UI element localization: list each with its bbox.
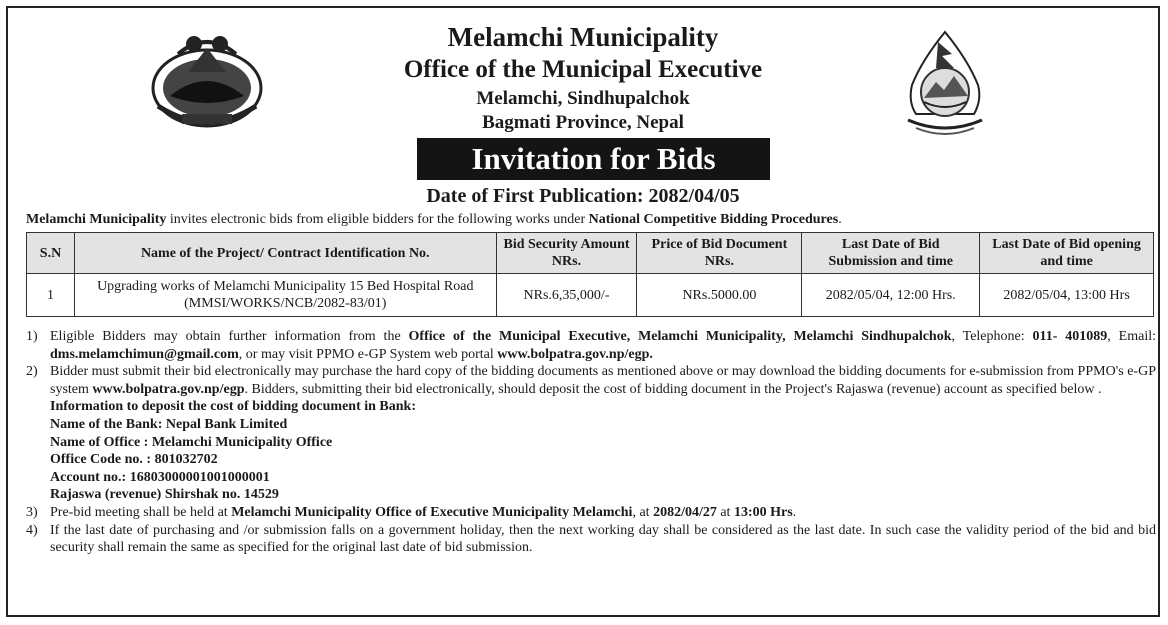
note-text: , Email: <box>1107 329 1157 344</box>
prebid-date: 2082/04/27 <box>653 504 717 520</box>
contact-email: dms.melamchimun@gmail.com <box>50 346 239 362</box>
intro-org: Melamchi Municipality <box>26 212 167 227</box>
header-opening: Last Date of Bid opening and time <box>980 233 1154 274</box>
contact-phone: 011- 401089 <box>1032 329 1108 344</box>
account-number: Account no.: 16803000001001000001 <box>50 469 270 485</box>
note-text: Pre-bid meeting shall be held at <box>50 504 232 520</box>
note-text: . <box>792 504 797 520</box>
note-number: 3) <box>26 504 38 520</box>
office-name: Office of the Municipal Executive <box>403 56 763 83</box>
revenue-shirshak: Rajaswa (revenue) Shirshak no. 14529 <box>50 487 279 503</box>
note-1 <box>26 328 1156 363</box>
note-number: 1) <box>26 329 38 344</box>
cell-opening: 2082/05/04, 13:00 Hrs <box>980 274 1154 317</box>
note-text: , or may visit PPMO e-GP System web portal <box>238 346 498 362</box>
bid-notice <box>6 6 1160 617</box>
egp-portal-link: www.bolpatra.gov.np/egp. <box>497 346 653 362</box>
note-2 <box>26 363 1156 398</box>
invitation-banner: Invitation for Bids <box>417 138 770 180</box>
bank-info-heading: Information to deposit the cost of bidding document in Bank: <box>50 399 416 415</box>
cell-sn: 1 <box>27 274 75 317</box>
intro-paragraph <box>26 211 842 229</box>
municipality-name: Melamchi Municipality <box>447 22 719 52</box>
note-number: 2) <box>26 364 38 380</box>
header-bid-security: Bid Security Amount NRs. <box>496 233 637 274</box>
note-number: 4) <box>26 522 38 538</box>
egp-portal-link: www.bolpatra.gov.np/egp <box>92 381 245 397</box>
note-text: , Telephone: <box>951 329 1033 344</box>
cell-bid-security: NRs.6,35,000/- <box>496 274 637 317</box>
note-text: Bidder must submit their bid electronically may purchase the hard copy of the bidding documents as mentioned above or may download the bidding documents for e-submission from PPMO's e-GP system <box>50 364 1156 397</box>
cell-submission: 2082/05/04, 12:00 Hrs. <box>802 274 980 317</box>
intro-text: invites electronic bids from eligible bidders for the following works under <box>166 212 589 227</box>
office-name-bank: Name of Office : Melamchi Municipality Office <box>50 434 333 450</box>
publication-date: Date of First Publication: 2082/04/05 <box>426 185 740 207</box>
intro-procedure: National Competitive Bidding Procedures <box>588 212 839 227</box>
header-project: Name of the Project/ Contract Identification No. <box>74 233 496 274</box>
note-text: . Bidders, submitting their bid electronically, should deposit the cost of bidding document in the Project's Rajaswa (revenue) account as specified below . <box>244 381 1102 397</box>
bids-table <box>26 232 1154 317</box>
header-submission: Last Date of Bid Submission and time <box>802 233 980 274</box>
cell-project: Upgrading works of Melamchi Municipality 15 Bed Hospital Road (MMSI/WORKS/NCB/2082-83/01) <box>74 274 496 317</box>
header-sn: S.N <box>27 233 75 274</box>
note-text: If the last date of purchasing and /or submission falls on a government holiday, then the next working day shall be considered as the last date. In such case the validity period of the bid and bid security shall remain the same as specified for the original last date of bid submission. <box>50 522 1156 556</box>
address-line-1: Melamchi, Sindhupalchok <box>476 88 690 109</box>
office-code: Office Code no. : 801032702 <box>50 452 218 468</box>
table-row <box>27 274 1154 317</box>
note-3 <box>26 504 1156 522</box>
prebid-time: 13:00 Hrs <box>733 504 793 520</box>
note-text: Eligible Bidders may obtain further information from the <box>50 329 409 344</box>
table-header-row <box>27 233 1154 274</box>
intro-end: . <box>838 212 842 227</box>
header-document-price: Price of Bid Document NRs. <box>637 233 802 274</box>
contact-office: Office of the Municipal Executive, Melamchi Municipality, Melamchi Sindhupalchok <box>408 329 952 344</box>
note-text: , at <box>632 504 654 520</box>
prebid-place: Melamchi Municipality Office of Executive Municipality Melamchi <box>231 504 633 520</box>
cell-document-price: NRs.5000.00 <box>637 274 802 317</box>
bank-name: Name of the Bank: Nepal Bank Limited <box>50 416 288 432</box>
notes-list <box>26 328 1156 557</box>
note-4 <box>26 522 1156 557</box>
address-line-2: Bagmati Province, Nepal <box>482 112 684 133</box>
note-text: at <box>716 504 734 520</box>
